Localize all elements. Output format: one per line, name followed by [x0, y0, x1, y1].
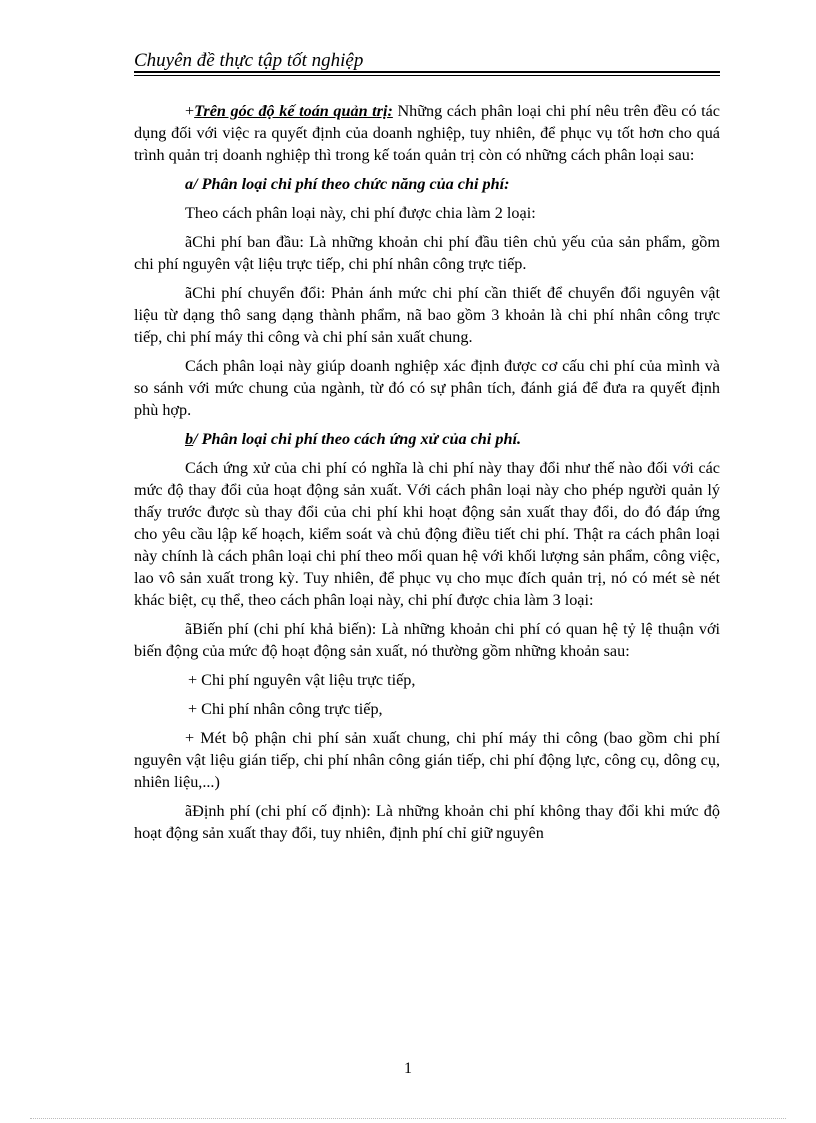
subheading-b-text: / Phân loại chi phí theo cách ứng xử của chi phí.	[193, 430, 521, 448]
paragraph-intro	[134, 100, 720, 166]
page-header-title: Chuyên đề thực tập tốt nghiệp	[134, 50, 364, 71]
page-bottom-border	[30, 1118, 786, 1119]
paragraph-conversion-cost: ãChi phí chuyển đổi: Phản ánh mức chi phí cần thiết để chuyển đổi nguyên vật liệu từ dạng thô sang dạng thành phẩm, nã bao gồm 3 khoản là chi phí nhân công trực tiếp, chi phí máy thi công và chi phí sản xuất chung.	[134, 284, 720, 346]
paragraph-fixed-cost: ãĐịnh phí (chi phí cố định): Là những khoản chi phí không thay đổi khi mức độ hoạt động sản xuất thay đổi, tuy nhiên, định phí chỉ giữ nguyên	[134, 802, 720, 842]
section-heading-management-accounting: Trên góc độ kế toán quản trị:	[194, 102, 393, 120]
list-item-direct-material: + Chi phí nguyên vật liệu trực tiếp,	[188, 671, 416, 689]
subheading-b	[134, 428, 720, 450]
plus-marker: +	[185, 102, 195, 120]
subheading-b-letter: b	[185, 430, 194, 448]
document-body	[134, 100, 720, 851]
header-rule-thick	[134, 71, 720, 73]
paragraph-cost-behavior: Cách ứng xử của chi phí có nghĩa là chi phí này thay đổi như thế nào đối với các mức độ thay đổi của hoạt động sản xuất. Với cách phân loại này cho phép người quản lý thấy trước được sù thay đổi của chi phí khi hoạt động sản xuất thay đổi, do đó đáp ứng cho yêu cầu lập kế hoạch, kiểm soát và chủ động điều tiết chi phí. Thật ra cách phân loại này chính là cách phân loại chi phí theo mối quan hệ với khối lượng sản phẩm, công việc, lao vô sản xuất trong kỳ. Tuy nhiên, để phục vụ cho mục đích quản trị, nó có mét sè nét khác biệt, cụ thể, theo cách phân loại này, chi phí được chia làm 3 loại:	[134, 459, 720, 609]
page-number: 1	[404, 1060, 412, 1077]
paragraph-classification-intro: Theo cách phân loại này, chi phí được chia làm 2 loại:	[185, 204, 536, 222]
list-item-overhead: + Mét bộ phận chi phí sản xuất chung, chi phí máy thi công (bao gồm chi phí nguyên vật liệu gián tiếp, chi phí nhân công gián tiếp, chi phí động lực, công cụ, dông cụ, nhiên liệu,...)	[134, 729, 720, 791]
paragraph-variable-cost: ãBiến phí (chi phí khả biến): Là những khoản chi phí có quan hệ tỷ lệ thuận với biến động của mức độ hoạt động sản xuất, nó thường gồm những khoản sau:	[134, 620, 720, 660]
paragraph-initial-cost: ãChi phí ban đầu: Là những khoản chi phí đầu tiên chủ yếu của sản phẩm, gồm chi phí nguyên vật liệu trực tiếp, chi phí nhân công trực tiếp.	[134, 233, 720, 273]
subheading-a: a/ Phân loại chi phí theo chức năng của chi phí:	[185, 175, 510, 193]
paragraph-intro-text: Những cách phân loại chi phí nêu trên đều có tác dụng đối với việc ra quyết định của doanh nghiệp, tuy nhiên, để phục vụ tốt hơn cho quá trình quản trị doanh nghiệp thì trong kế toán quản trị còn có những cách phân loại sau:	[134, 102, 720, 164]
paragraph-classification-benefit: Cách phân loại này giúp doanh nghiệp xác định được cơ cấu chi phí của mình và so sánh với mức chung của ngành, từ đó có sự phân tích, đánh giá để đưa ra quyết định phù hợp.	[134, 357, 720, 419]
list-item-direct-labor: + Chi phí nhân công trực tiếp,	[188, 700, 383, 718]
header-rule-thin	[134, 75, 720, 76]
